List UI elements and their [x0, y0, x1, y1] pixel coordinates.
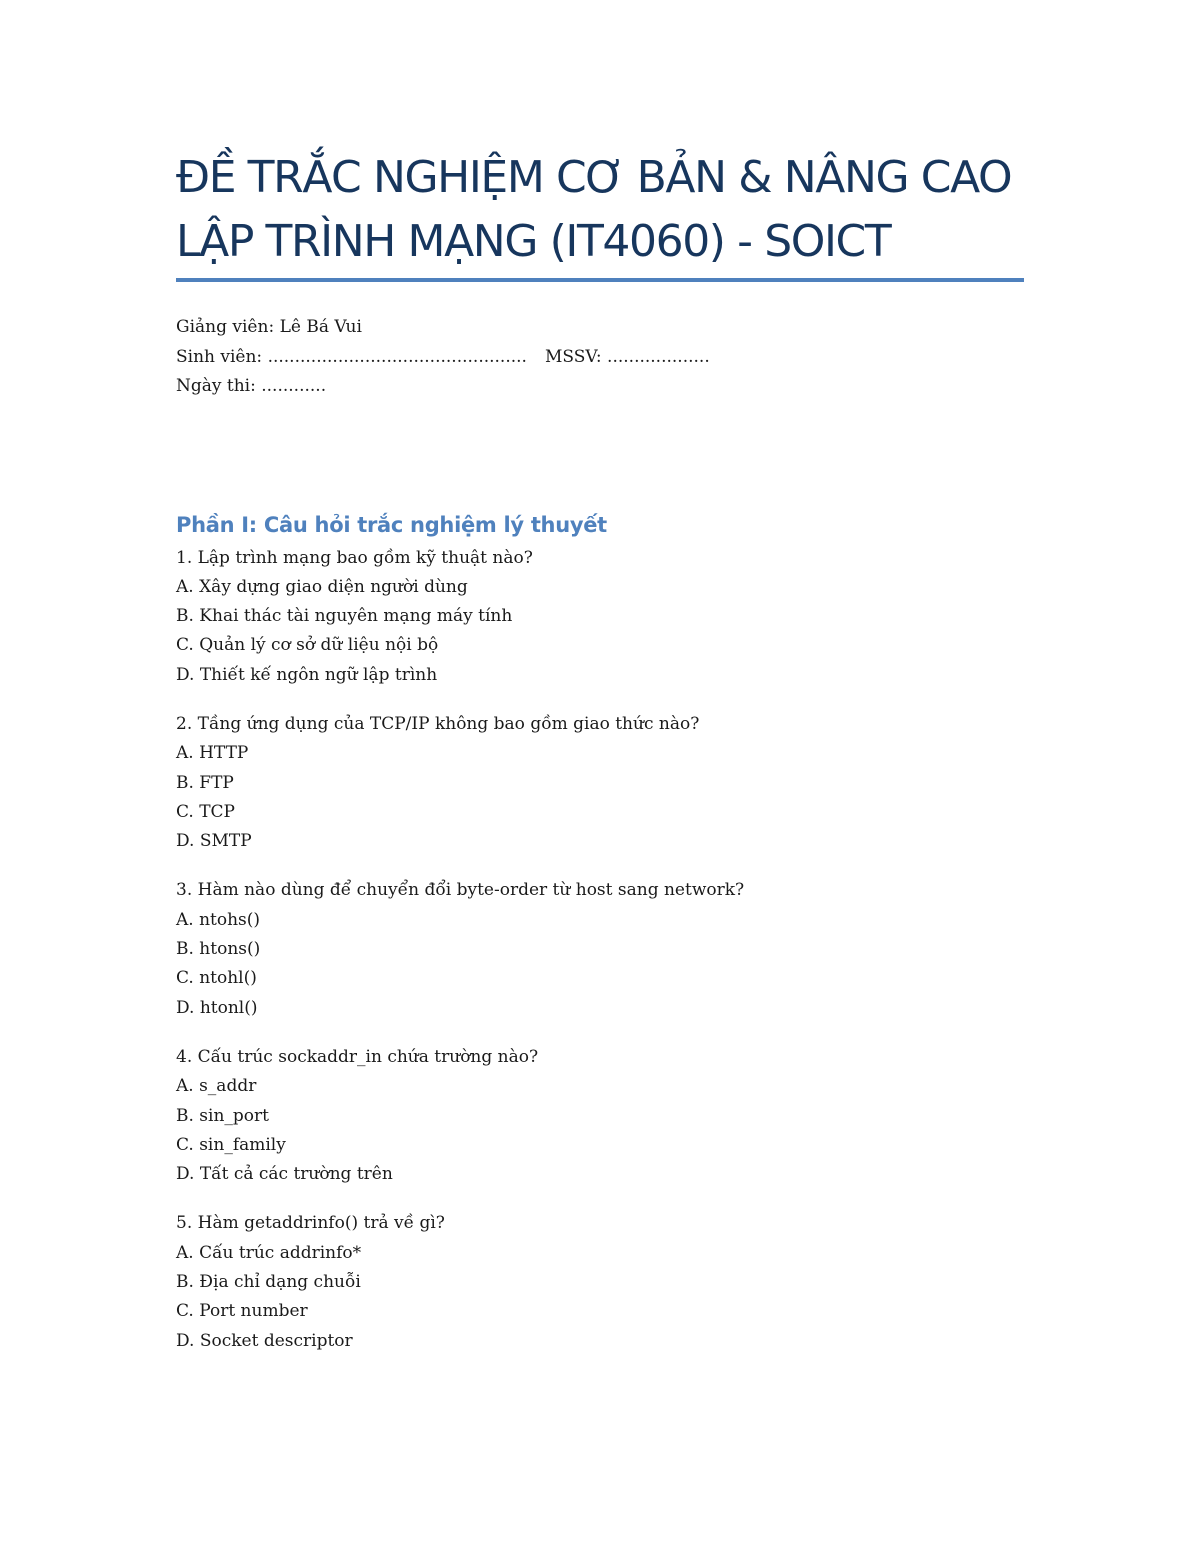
- answer-option: D. Thiết kế ngôn ngữ lập trình: [176, 664, 438, 685]
- answer-option: B. htons(): [176, 939, 261, 960]
- answer-option: A. ntohs(): [176, 909, 261, 930]
- question-item: [176, 1209, 1024, 1355]
- answer-option: D. Tất cả các trường trên: [176, 1164, 393, 1185]
- answer-option: D. htonl(): [176, 997, 258, 1018]
- answer-option: D. Socket descriptor: [176, 1330, 353, 1351]
- answer-option: A. Cấu trúc addrinfo*: [176, 1242, 362, 1263]
- question-text: 5. Hàm getaddrinfo() trả về gì?: [176, 1213, 445, 1234]
- document-title-line-2: LẬP TRÌNH MẠNG (IT4060) - SOICT: [176, 216, 891, 267]
- answer-option: B. Địa chỉ dạng chuỗi: [176, 1272, 361, 1293]
- exam-info: [176, 313, 1024, 402]
- answer-option: A. Xây dựng giao diện người dùng: [176, 576, 468, 597]
- question-item: [176, 1043, 1024, 1189]
- question-text: 1. Lập trình mạng bao gồm kỹ thuật nào?: [176, 547, 533, 568]
- student-name-field: Sinh viên: ................................................: [176, 346, 527, 367]
- document-title: [176, 146, 1024, 278]
- answer-option: B. FTP: [176, 772, 234, 793]
- question-item: [176, 544, 1024, 690]
- question-text: 3. Hàm nào dùng để chuyển đổi byte-order từ host sang network?: [176, 880, 745, 901]
- exam-date-line: Ngày thi: ............: [176, 376, 327, 396]
- answer-option: B. sin_port: [176, 1105, 269, 1126]
- student-line: [176, 343, 1024, 373]
- answer-option: C. sin_family: [176, 1134, 286, 1155]
- section-heading: Phần I: Câu hỏi trắc nghiệm lý thuyết: [176, 512, 607, 537]
- student-id-field: MSSV: ...................: [544, 346, 710, 367]
- document-content: [176, 146, 1024, 1376]
- answer-option: B. Khai thác tài nguyên mạng máy tính: [176, 606, 513, 627]
- answer-option: C. TCP: [176, 801, 235, 822]
- answer-option: A. s_addr: [176, 1076, 257, 1097]
- answer-option: A. HTTP: [176, 743, 249, 764]
- title-underline: [176, 278, 1024, 282]
- question-text: 4. Cấu trúc sockaddr_in chứa trường nào?: [176, 1046, 539, 1067]
- answer-option: D. SMTP: [176, 831, 252, 852]
- document-title-line-1: ĐỀ TRẮC NGHIỆM CƠ BẢN & NÂNG CAO: [176, 152, 1012, 203]
- answer-option: C. Port number: [176, 1301, 308, 1322]
- question-text: 2. Tầng ứng dụng của TCP/IP không bao gồm giao thức nào?: [176, 713, 700, 734]
- lecturer-line: Giảng viên: Lê Bá Vui: [176, 317, 362, 337]
- question-item: [176, 710, 1024, 856]
- question-list: [176, 544, 1024, 1356]
- answer-option: C. Quản lý cơ sở dữ liệu nội bộ: [176, 635, 439, 656]
- question-item: [176, 876, 1024, 1022]
- answer-option: C. ntohl(): [176, 968, 257, 989]
